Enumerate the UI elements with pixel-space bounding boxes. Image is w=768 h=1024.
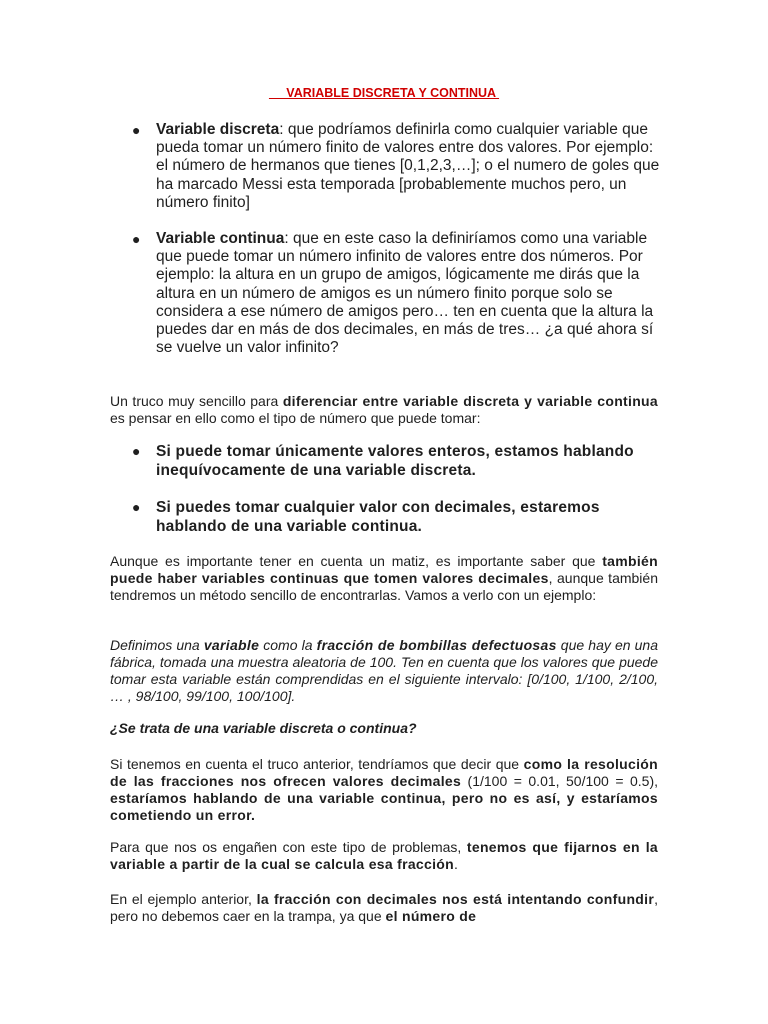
bullet-icon: ● bbox=[132, 231, 141, 248]
text-run: En el ejemplo anterior, bbox=[110, 891, 257, 907]
text-run: , aunque también tendremos un método sencillo de encontrarlas. Vamos a verlo con un ejemplo: bbox=[110, 570, 658, 603]
truco-paragraph bbox=[110, 393, 658, 427]
bold-run: tenemos que fijarnos en la variable a partir de la cual se calcula esa fracción bbox=[110, 839, 658, 872]
engano-paragraph bbox=[110, 839, 658, 873]
final-paragraph bbox=[110, 891, 658, 925]
text-run: como la bbox=[259, 637, 317, 653]
text-run: Aunque es importante tener en cuenta un matiz, es importante saber que bbox=[110, 553, 603, 569]
ejemplo-paragraph bbox=[110, 637, 658, 705]
text-run: (1/100 = 0.01, 50/100 = 0.5), bbox=[461, 773, 658, 789]
text-run: Un truco muy sencillo para bbox=[110, 393, 283, 409]
rule-discreta: Si puede tomar únicamente valores enteros, estamos hablando inequívocamente de una variable discreta. bbox=[156, 443, 634, 479]
text-run: . bbox=[454, 856, 458, 872]
text-run: Para que nos os engañen con este tipo de problemas, bbox=[110, 839, 467, 855]
bold-run: el número de bbox=[385, 908, 477, 924]
definition-continua: : que en este caso la definiríamos como una variable que puede tomar un número infinito de valores entre dos números. Por ejemplo: la altura en un grupo de amigos, lógicamente me dirás que la altura en un número de amigos es un número finito porque solo se considera a ese número de amigos pero… ten en cuenta que la altura la puedes dar en más de dos decimales, en más de tres… ¿a qué ahora sí se vuelve un valor infinito? bbox=[156, 230, 654, 357]
list-item bbox=[110, 230, 660, 357]
definition-discreta: : que podríamos definirla como cualquier variable que pueda tomar un número finito de valores entre dos valores. Por ejemplo: el número de hermanos que tienes [0,1,2,3,…]; o el numero de goles que ha marcado Messi esta temporada [probablemente muchos pero, un número finito] bbox=[156, 121, 660, 211]
list-item bbox=[110, 442, 660, 480]
text-run: , pero no debemos caer en la trampa, ya que bbox=[110, 891, 658, 924]
matiz-paragraph bbox=[110, 553, 658, 604]
bold-run: estaríamos hablando de una variable continua, pero no es así, y estaríamos cometiendo un error. bbox=[110, 790, 658, 823]
rule-continua: Si puedes tomar cualquier valor con decimales, estaremos hablando de una variable continua. bbox=[156, 499, 600, 535]
term-continua: Variable continua bbox=[156, 230, 285, 248]
term-discreta: Variable discreta bbox=[156, 121, 280, 138]
bold-run: fracción de bombillas defectuosas bbox=[316, 637, 557, 653]
bold-run: diferenciar entre variable discreta y variable continua bbox=[282, 393, 658, 409]
text-run: Definimos una bbox=[110, 637, 204, 653]
bold-run: también puede haber variables continuas que tomen valores decimales bbox=[110, 553, 658, 586]
bold-run: como la resolución de las fracciones nos ofrecen valores decimales bbox=[110, 756, 658, 789]
bullet-icon: ● bbox=[132, 443, 141, 459]
respuesta-paragraph bbox=[110, 756, 658, 824]
rules-list bbox=[110, 442, 660, 536]
list-item bbox=[110, 498, 660, 536]
bullet-icon: ● bbox=[132, 499, 141, 515]
bold-run: la fracción con decimales nos está intentando confundir bbox=[256, 891, 655, 907]
page-title: VARIABLE DISCRETA Y CONTINUA bbox=[268, 86, 500, 100]
text-run: que hay en una fábrica, tomada una muestra aleatoria de 100. Ten en cuenta que los valores que puede tomar esta variable están comprendidas en el siguiente intervalo: [0/100, 1/100, 2/100, … , 98/100, 99/100, 100/100]. bbox=[110, 637, 658, 704]
bullet-icon: ● bbox=[132, 122, 141, 138]
bold-run: variable bbox=[203, 637, 260, 653]
text-run: Si tenemos en cuenta el truco anterior, tendríamos que decir que bbox=[110, 756, 524, 772]
text-run: es pensar en ello como el tipo de número que puede tomar: bbox=[110, 410, 481, 426]
question-heading: ¿Se trata de una variable discreta o continua? bbox=[110, 720, 417, 736]
definitions-list bbox=[110, 121, 660, 357]
list-item bbox=[110, 121, 660, 212]
